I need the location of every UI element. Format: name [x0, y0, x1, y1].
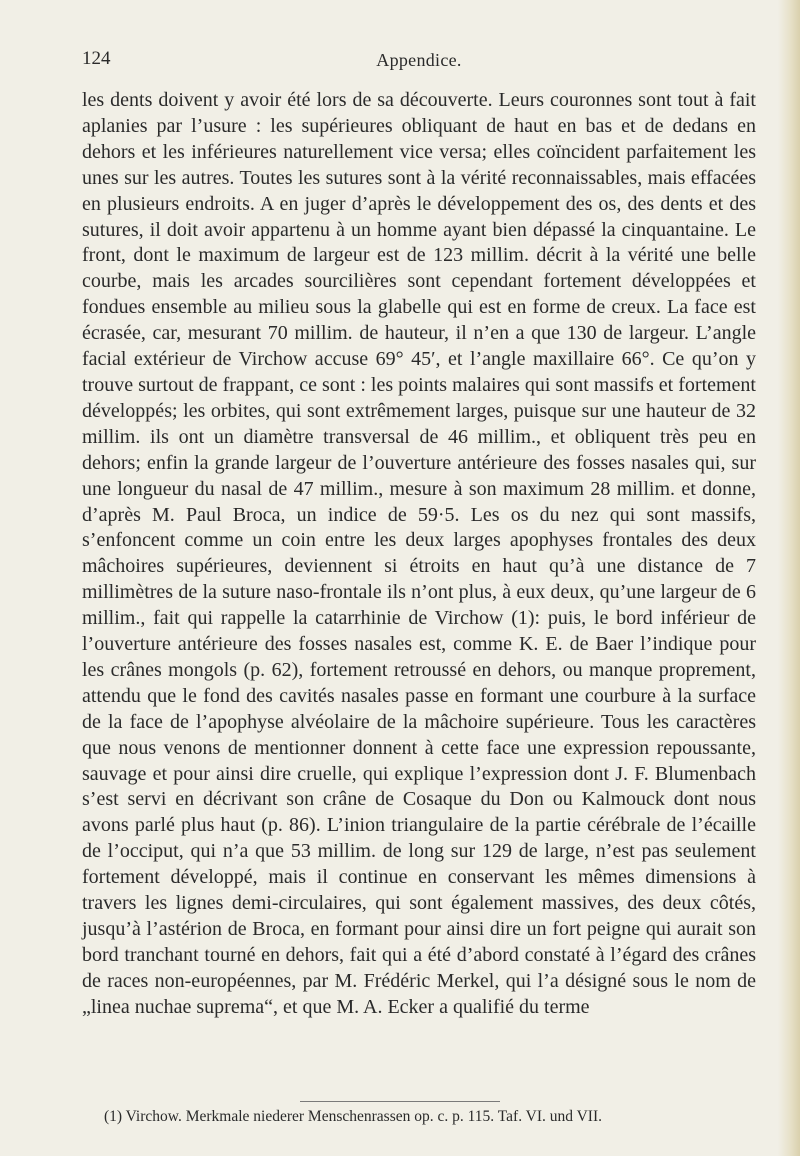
body-text [82, 88, 756, 1021]
page-edge-stain [778, 0, 800, 1156]
running-title: Appendice. [376, 50, 462, 70]
footnote: (1) Virchow. Merkmale niederer Menschenrassen op. c. p. 115. Taf. VI. und VII. [104, 1108, 603, 1125]
page-number: 124 [82, 48, 111, 69]
body-paragraph: les dents doivent y avoir été lors de sa découverte. Leurs couronnes sont tout à fait aplanies par l’usure : les supérieures obliquant de haut en bas et de dedans en dehors et les inférieures naturellement vice versa; elles coïncident parfaitement les unes sur les autres. Toutes les sutures sont à la vérité reconnaissables, mais effacées en plusieurs endroits. A en juger d’après le développement des os, des dents et des sutures, il doit avoir appartenu à un homme ayant bien dépassé la cinquantaine. Le front, dont le maximum de largeur est de 123 millim. décrit à la vérité une belle courbe, mais les arcades sourcilières sont cependant fortement développées et fondues ensemble au milieu sous la glabelle qui est en forme de creux. La face est écrasée, car, mesurant 70 millim. de hauteur, il n’en a que 130 de largeur. L’angle facial extérieur de Virchow accuse 69° 45′, et l’angle maxillaire 66°. Ce qu’on y trouve surtout de frappant, ce sont : les points malaires qui sont massifs et fortement développés; les orbites, qui sont extrêmement larges, puisque sur une hauteur de 32 millim. ils ont un diamètre transversal de 46 millim., et obliquent très peu en dehors; enfin la grande largeur de l’ouverture antérieure des fosses nasales qui, sur une longueur du nasal de 47 millim., mesure à son maximum 28 millim. et donne, d’après M. Paul Broca, un indice de 59·5. Les os du nez qui sont massifs, s’enfoncent comme un coin entre les deux larges apophyses frontales des deux mâchoires supérieures, deviennent si étroits en haut qu’à une distance de 7 millimètres de la suture naso-frontale ils n’ont plus, à eux deux, qu’une largeur de 6 millim., fait qui rappelle la catarrhinie de Virchow (1): puis, le bord inférieur de l’ouverture antérieure des fosses nasales est, comme K. E. de Baer l’indique pour les crânes mongols (p. 62), fortement retroussé en dehors, ou manque proprement, attendu que le fond des cavités nasales passe en formant une courbure à la surface de la face de l’apophyse alvéolaire de la mâchoire supérieure. Tous les caractères que nous venons de mentionner donnent à cette face une expression repoussante, sauvage et pour ainsi dire cruelle, qui explique l’expression dont J. F. Blumenbach s’est servi en décrivant son crâne de Cosaque du Don ou Kalmouck dont nous avons parlé plus haut (p. 86). L’inion triangulaire de la partie cérébrale de l’écaille de l’occiput, qui n’a que 53 millim. de long sur 129 de large, n’est pas seulement fortement développé, mais il continue en conservant les mêmes dimensions à travers les lignes demi-circulaires, qui sont également massives, des deux côtés, jusqu’à l’astérion de Broca, en formant pour ainsi dire un fort peigne qui aurait son bord tranchant tourné en dehors, fait qui a été d’abord constaté à l’égard des crânes de races non-européennes, par M. Frédéric Merkel, qui l’a désigné sous le nom de „linea nuchae suprema“, et que M. A. Ecker a qualifié du terme [82, 89, 756, 1018]
footnote-rule [300, 1101, 500, 1102]
page-header [82, 48, 756, 78]
